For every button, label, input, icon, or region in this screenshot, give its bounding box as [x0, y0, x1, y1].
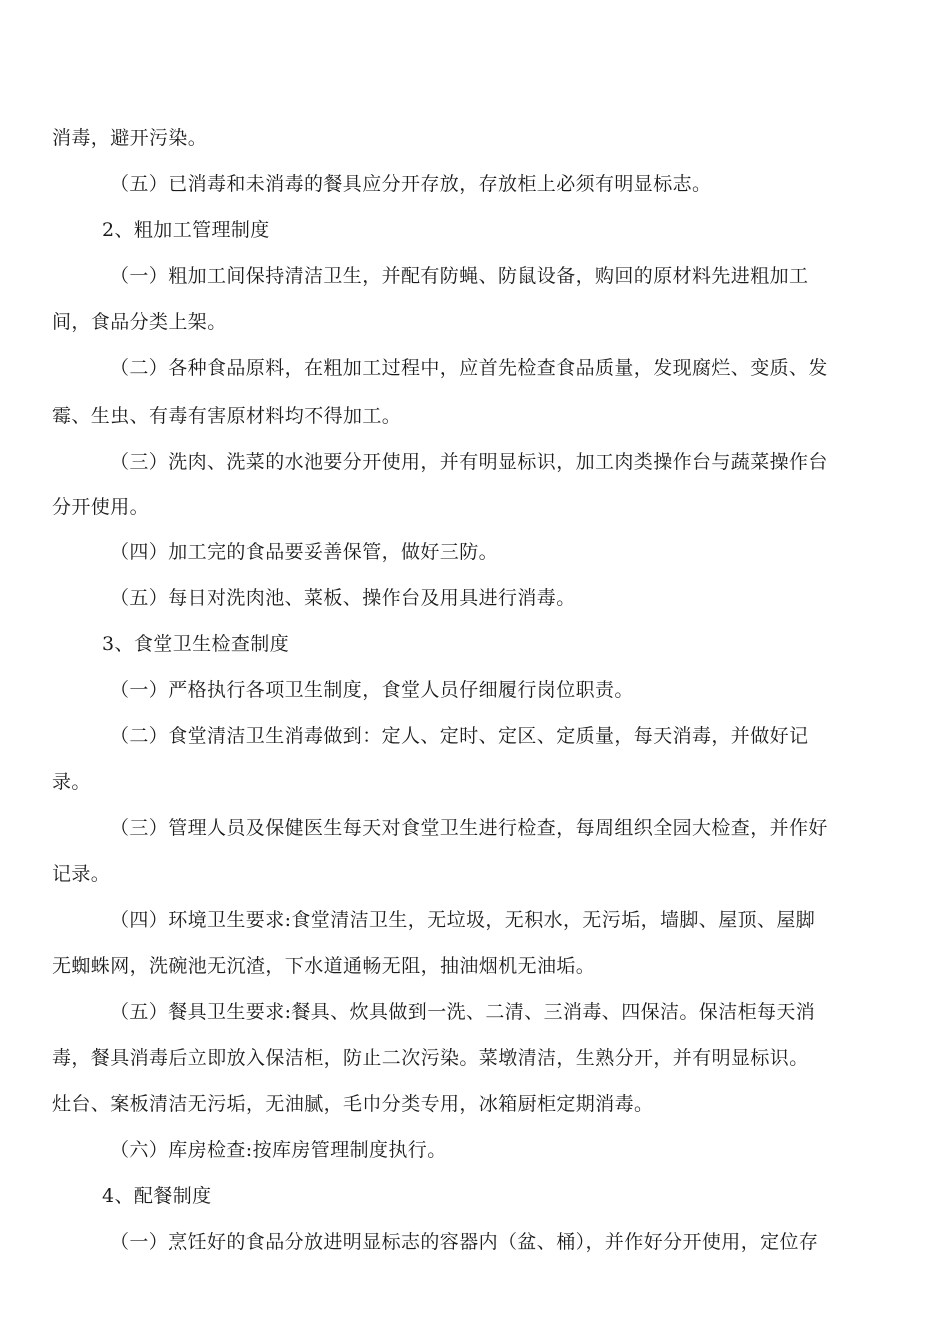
list-item-text: （六）库房检查:按库房管理制度执行。	[110, 1139, 447, 1161]
list-item-text: （四）加工完的食品要妥善保管，做好三防。	[110, 541, 499, 563]
section-heading: 4、配餐制度	[102, 1185, 212, 1207]
body-text-line: 间，食品分类上架。	[52, 311, 227, 333]
list-item-text: （一）烹饪好的食品分放进明显标志的容器内（盆、桶），并作好分开使用，定位存	[110, 1231, 819, 1253]
body-text-line: 分开使用。	[52, 496, 150, 518]
list-item-text: （二）食堂清洁卫生消毒做到：定人、定时、定区、定质量，每天消毒，并做好记	[110, 725, 809, 747]
body-text-line: 无蜘蛛网，洗碗池无沉渣，下水道通畅无阻，抽油烟机无油垢。	[52, 955, 596, 977]
list-item-text: （五）已消毒和未消毒的餐具应分开存放，存放柜上必须有明显标志。	[110, 173, 712, 195]
list-item-text: （二）各种食品原料，在粗加工过程中，应首先检查食品质量，发现腐烂、变质、发	[110, 357, 828, 379]
list-item-text: （四）环境卫生要求:食堂清洁卫生，无垃圾，无积水，无污垢，墙脚、屋顶、屋脚	[110, 909, 816, 931]
body-text-line: 灶台、案板清洁无污垢，无油腻，毛巾分类专用，冰箱厨柜定期消毒。	[52, 1093, 654, 1115]
list-item-text: （三）洗肉、洗菜的水池要分开使用，并有明显标识，加工肉类操作台与蔬菜操作台	[110, 451, 828, 473]
list-item-text: （五）餐具卫生要求:餐具、炊具做到一洗、二清、三消毒、四保洁。保洁柜每天消	[110, 1001, 816, 1023]
body-text-line: 记录。	[52, 863, 111, 885]
body-text-line: 毒，餐具消毒后立即放入保洁柜，防止二次污染。菜墩清洁，生熟分开，并有明显标识。	[52, 1047, 809, 1069]
body-text-line: 消毒，避开污染。	[52, 127, 208, 149]
section-heading: 2、粗加工管理制度	[102, 219, 270, 241]
list-item-text: （一）严格执行各项卫生制度，食堂人员仔细履行岗位职责。	[110, 679, 634, 701]
list-item-text: （三）管理人员及保健医生每天对食堂卫生进行检查，每周组织全园大检查，并作好	[110, 817, 828, 839]
list-item-text: （一）粗加工间保持清洁卫生，并配有防蝇、防鼠设备，购回的原材料先进粗加工	[110, 265, 809, 287]
body-text-line: 霉、生虫、有毒有害原材料均不得加工。	[52, 405, 402, 427]
section-heading: 3、食堂卫生检查制度	[102, 633, 290, 655]
body-text-line: 录。	[52, 771, 91, 793]
list-item-text: （五）每日对洗肉池、菜板、操作台及用具进行消毒。	[110, 587, 576, 609]
